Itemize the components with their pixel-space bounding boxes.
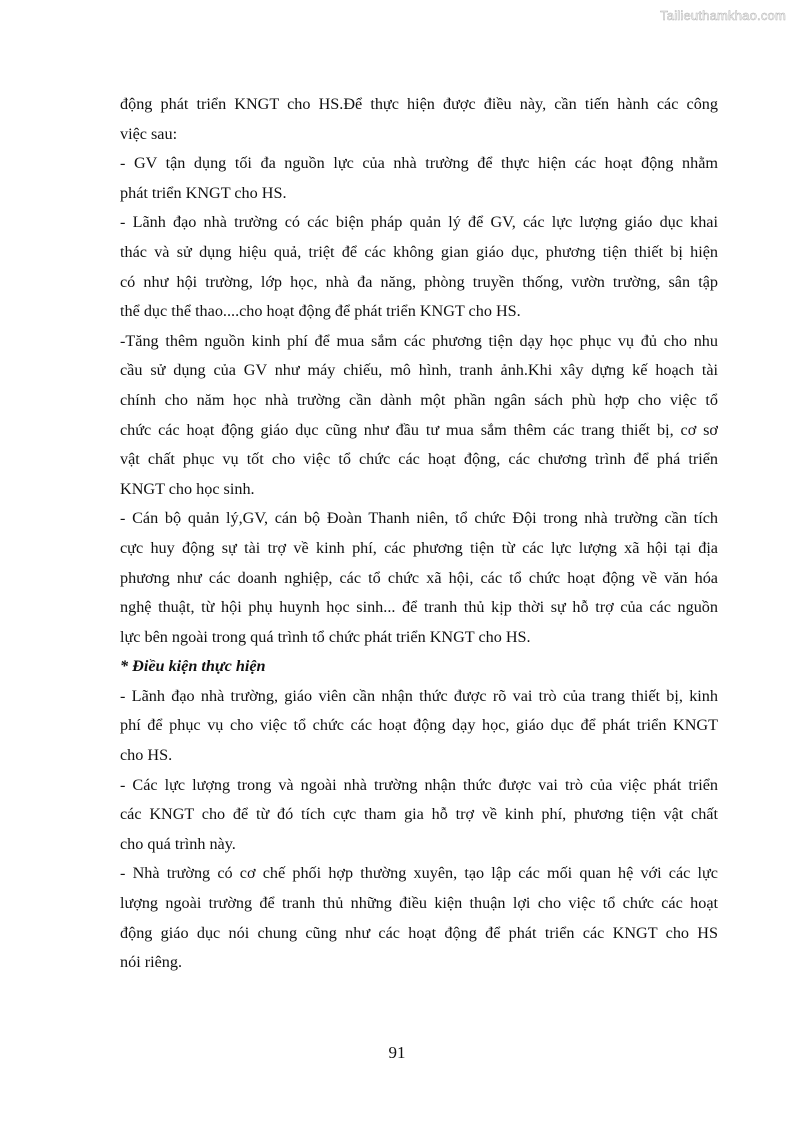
text-line: -Tăng thêm nguồn kinh phí để mua sắm các phương tiện dạy học phục vụ đủ cho nhu — [120, 331, 718, 350]
document-body — [120, 90, 718, 978]
text-line: - Nhà trường có cơ chế phối hợp thường xuyên, tạo lập các mối quan hệ với các lực — [120, 864, 718, 883]
text-line: cực huy động sự tài trợ về kinh phí, các phương tiện từ các lực lượng xã hội tại địa — [120, 538, 718, 557]
text-line: - GV tận dụng tối đa nguồn lực của nhà trường để thực hiện các hoạt động nhằm — [120, 154, 718, 173]
text-line: các KNGT cho để từ đó tích cực tham gia hỗ trợ về kinh phí, phương tiện vật chất — [120, 805, 718, 824]
text-line: lượng ngoài trường để tranh thủ những điều kiện thuận lợi cho việc tổ chức các hoạt — [120, 894, 718, 913]
text-line: vật chất phục vụ tốt cho việc tổ chức các hoạt động, các chương trình để phá triển — [120, 450, 718, 469]
text-line: KNGT cho học sinh. — [120, 479, 255, 498]
text-line: cho quá trình này. — [120, 834, 236, 853]
text-line: phát triển KNGT cho HS. — [120, 183, 287, 202]
text-line: thể dục thể thao....cho hoạt động để phát triển KNGT cho HS. — [120, 302, 521, 321]
text-line: phí để phục vụ cho việc tổ chức các hoạt động dạy học, giáo dục để phát triển KNGT — [120, 716, 718, 735]
text-line: có như hội trường, lớp học, nhà đa năng, phòng truyền thống, vườn trường, sân tập — [120, 272, 718, 291]
text-line: động giáo dục nói chung cũng như các hoạt động để phát triển các KNGT cho HS — [120, 923, 718, 942]
text-line: chính cho năm học nhà trường cần dành một phần ngân sách phù hợp cho việc tổ — [120, 390, 718, 409]
page-number: 91 — [388, 1043, 406, 1062]
text-line: - Lãnh đạo nhà trường, giáo viên cần nhận thức được rõ vai trò của trang thiết bị, kinh — [120, 686, 718, 705]
text-line: nghệ thuật, từ hội phụ huynh học sinh... để tranh thủ kịp thời sự hỗ trợ của các nguồn — [120, 598, 718, 617]
text-line: thác và sử dụng hiệu quả, triệt để các không gian giáo dục, phương tiện thiết bị hiện — [120, 242, 718, 261]
text-line: - Lãnh đạo nhà trường có các biện pháp quản lý để GV, các lực lượng giáo dục khai — [120, 213, 718, 232]
section-heading: * Điều kiện thực hiện — [120, 657, 266, 676]
text-line: phương như các doanh nghiệp, các tổ chức xã hội, các tổ chức hoạt động về văn hóa — [120, 568, 718, 587]
text-line: - Các lực lượng trong và ngoài nhà trường nhận thức được vai trò của việc phát triển — [120, 775, 718, 794]
text-line: cầu sử dụng của GV như máy chiếu, mô hình, tranh ảnh.Khi xây dựng kế hoạch tài — [120, 361, 718, 380]
text-line: - Cán bộ quản lý,GV, cán bộ Đoàn Thanh niên, tổ chức Đội trong nhà trường cần tích — [120, 509, 718, 528]
text-line: lực bên ngoài trong quá trình tổ chức phát triển KNGT cho HS. — [120, 627, 531, 646]
text-line: động phát triển KNGT cho HS.Để thực hiện được điều này, cần tiến hành các công — [120, 95, 718, 113]
watermark-text: Tailieuthamkhao.com — [660, 8, 786, 23]
text-line: chức các hoạt động giáo dục cũng như đầu tư mua sắm thêm các trang thiết bị, cơ sơ — [120, 420, 718, 439]
text-line: việc sau: — [120, 124, 178, 143]
text-line: cho HS. — [120, 746, 173, 765]
text-line: nói riêng. — [120, 953, 183, 972]
